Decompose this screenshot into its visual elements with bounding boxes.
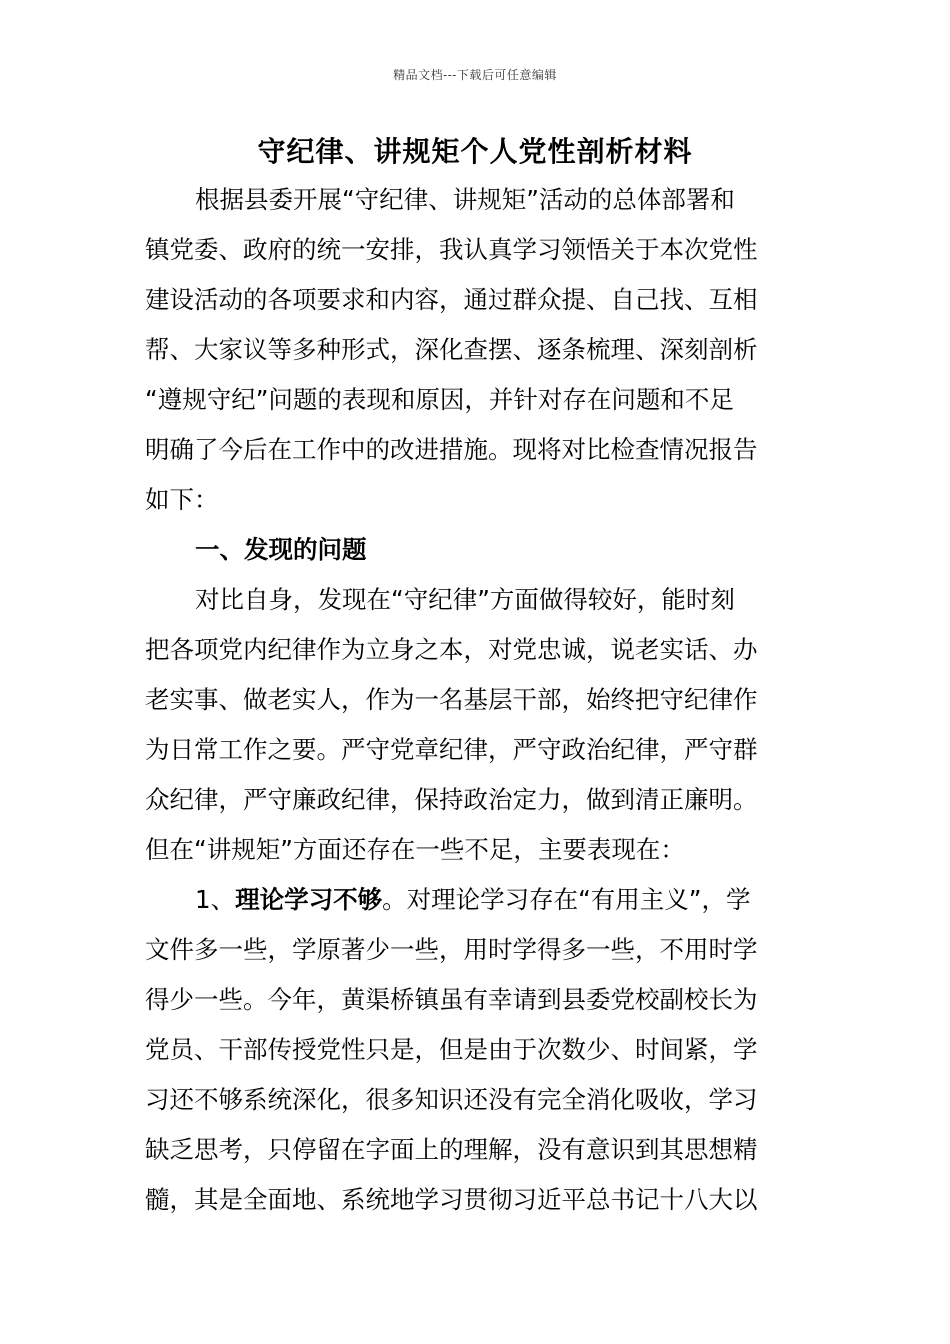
- paragraph-line: 把各项党内纪律作为立身之本，对党忠诚，说老实话、办: [145, 635, 758, 664]
- paragraph-line: 众纪律，严守廉政纪律，保持政治定力，做到清正廉明。: [145, 785, 758, 814]
- item-heading: 理论学习不够: [235, 885, 383, 914]
- paragraph-line: 得少一些。今年，黄渠桥镇虽有幸请到县委党校副校长为: [145, 985, 758, 1014]
- item-number: 1、: [195, 885, 236, 914]
- paragraph-line: 帮、大家议等多种形式，深化查摆、逐条梳理、深刻剖析: [145, 335, 758, 364]
- item-text: 。对理论学习存在“有用主义”，学: [382, 885, 751, 914]
- paragraph-line: 明确了今后在工作中的改进措施。现将对比检查情况报告: [145, 435, 758, 464]
- paragraph-line: 文件多一些，学原著少一些，用时学得多一些，不用时学: [145, 935, 758, 964]
- paragraph-line: 对比自身，发现在“守纪律”方面做得较好，能时刻: [195, 585, 735, 614]
- document-title: 守纪律、讲规矩个人党性剖析材料: [257, 135, 693, 168]
- paragraph-line: 缺乏思考，只停留在字面上的理解，没有意识到其思想精: [145, 1135, 758, 1164]
- item-1-line: [195, 884, 855, 916]
- paragraph-line: 老实事、做老实人，作为一名基层干部，始终把守纪律作: [145, 685, 758, 714]
- paragraph-line: 建设活动的各项要求和内容，通过群众提、自己找、互相: [145, 285, 758, 314]
- section-heading: 一、发现的问题: [195, 535, 367, 564]
- paragraph-line: 根据县委开展“守纪律、讲规矩”活动的总体部署和: [195, 185, 735, 214]
- paragraph-line: 习还不够系统深化，很多知识还没有完全消化吸收，学习: [145, 1085, 758, 1114]
- paragraph-line: “遵规守纪”问题的表现和原因，并针对存在问题和不足: [145, 385, 734, 414]
- paragraph-line: 髓，其是全面地、系统地学习贯彻习近平总书记十八大以: [145, 1185, 758, 1214]
- paragraph-line: 镇党委、政府的统一安排，我认真学习领悟关于本次党性: [145, 235, 758, 264]
- paragraph-line: 为日常工作之要。严守党章纪律，严守政治纪律，严守群: [145, 735, 758, 764]
- paragraph-line: 党员、干部传授党性只是，但是由于次数少、时间紧，学: [145, 1035, 758, 1064]
- header-note: 精品文档---下载后可任意编辑: [393, 68, 557, 82]
- paragraph-line: 如下：: [145, 485, 219, 514]
- paragraph-line: 但在“讲规矩”方面还存在一些不足，主要表现在：: [145, 835, 685, 864]
